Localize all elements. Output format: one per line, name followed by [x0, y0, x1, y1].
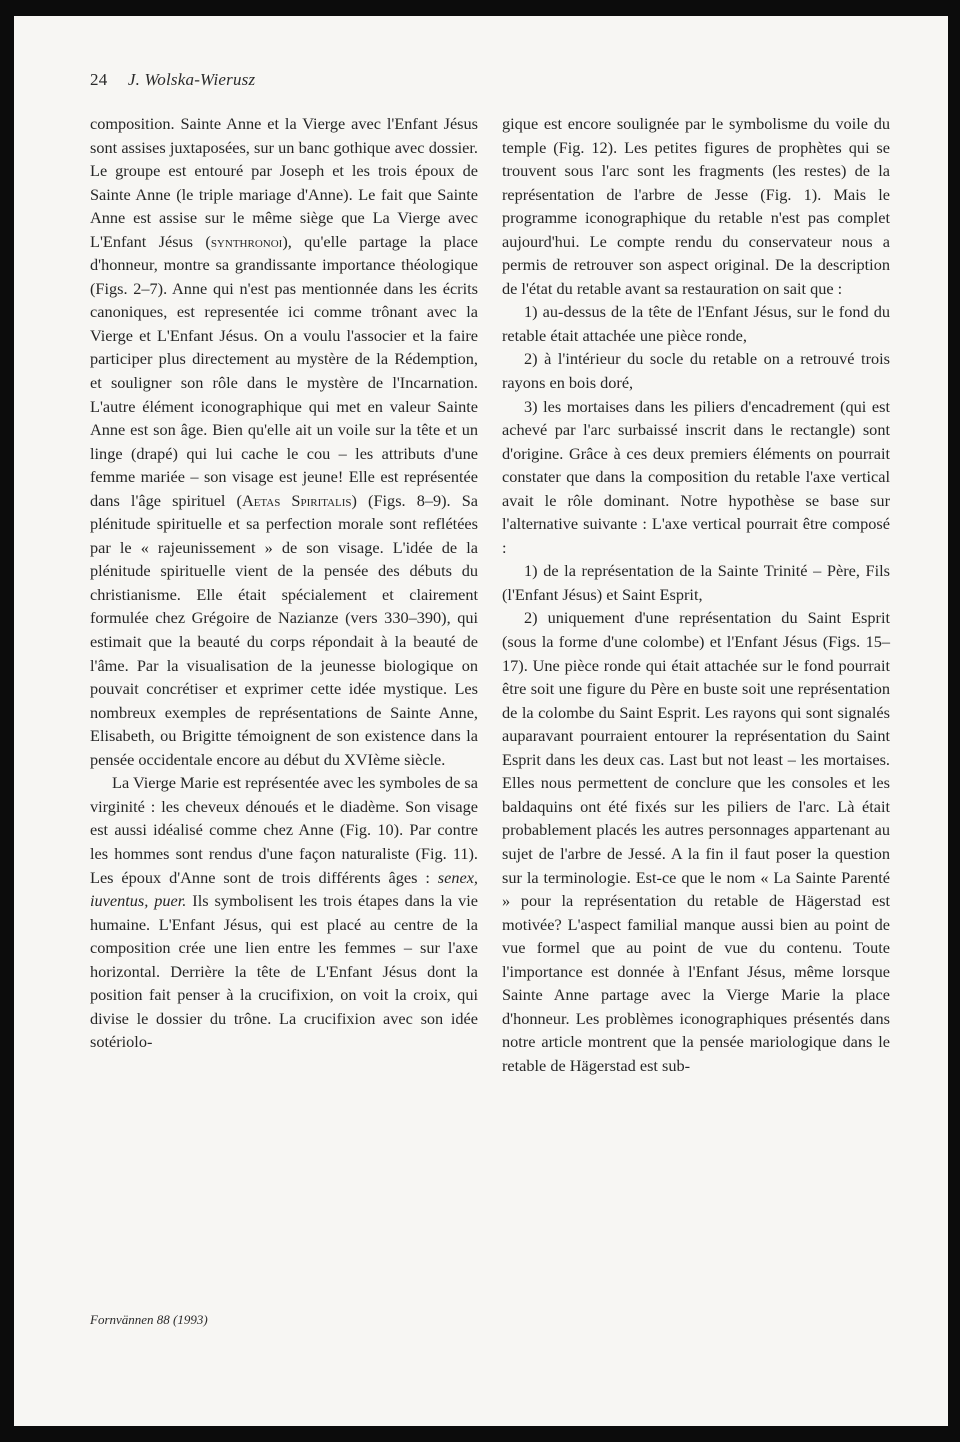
list-item: 2) uniquement d'une représentation du Saint Esprit (sous la forme d'une colombe) et l'Enfant Jésus (Figs. 15–17). Une pièce ronde qui était attachée sur le fond pourrait être soit une figure du Père en buste soit une représentation de la colombe du Saint Esprit. Les rayons qui sont signalés auparavant pourraient entourer la représentation du Saint Esprit dans les deux cas. Last but not least – les mortaises. Elles nous permettent de conclure que les consoles et les baldaquins ont été fixés sur les piliers de l'arc. Là était probablement placés les autres personnages appartenant au sujet de l'arbre de Jessé. A la fin il faut poser la question sur la terminologie. Est-ce que le nom « La Sainte Parenté » pour la représentation du retable de Hägerstad est motivée? L'aspect familial manque aussi bien au point de vue formel que au point de vue du contenu. Toute l'importance est donnée à l'Enfant Jésus, même lorsque Sainte Anne partage avec la Vierge Marie la place d'honneur. Les problèmes iconographiques présentés dans notre article montrent que la pensée mariologique dans le retable de Hägerstad est sub- [502, 608, 890, 1075]
page-number: 24 [90, 70, 108, 89]
page [14, 16, 948, 1426]
text-run: ) (Figs. 8–9). Sa plénitude spirituelle et sa perfection morale sont reflétées par le « rajeunissement » de son visage. L'idée de la plénitude spirituelle vient de la pensée des débuts du christianisme. Elle était spécialement et clairement formulée chez Grégoire de Nazianze (vers 330–390), qui estimait que la beauté du corps répondait à la beauté de l'âme. Par la visualisation de la jeunesse biologique on pouvait concrétiser et exprimer cette idée mystique. Les nombreux exemples de représentations de Sainte Anne, Elisabeth, ou Brigitte témoignent de son existence dans la pensée occidentale encore au début du XVIème siècle. [90, 490, 478, 769]
running-header [90, 70, 255, 90]
paragraph: gique est encore soulignée par le symbolisme du voile du temple (Fig. 12). Les petites figures de prophètes qui se trouvent sous l'arc sont les fragments (les restes) de la représentation de l'arbre de Jesse (Fig. 1). Mais le programme iconographique du retable n'est pas complet aujourd'hui. Le compte rendu du conservateur nous a permis de retrouver son aspect original. De la description de l'état du retable avant sa restauration on sait que : [502, 114, 890, 298]
right-column [502, 112, 890, 1077]
small-caps-term: synthronoi [210, 231, 283, 251]
italic-latin-terms: senex, iuventus, puer. [90, 867, 478, 911]
text-run: ), qu'elle partage la place d'honneur, montre sa grandissante importance théologique (Figs. 2–7). Anne qui n'est pas mentionnée dans les écrits canoniques, est representée ici comme trônant avec la Vierge et L'Enfant Jésus. On a voulu l'associer et la faire participer plus directement au mystère de la Rédemption, et souligner son rôle dans le mystère de l'Incarnation. L'autre élément iconographique qui met en valeur Sainte Anne est son âge. Bien qu'elle ait un voile sur la tête et un linge (drapé) qui lui cache le cou – les attributs d'une femme mariée – son visage est jeune! Elle est représentée dans l'âge spirituel ( [90, 231, 478, 510]
paragraph [90, 771, 478, 1054]
paragraph [90, 112, 478, 771]
text-run: Ils symbolisent les trois étapes dans la vie humaine. L'Enfant Jésus, qui est placé au centre de la composition crée une lien entre les femmes – sur l'axe horizontal. Derrière la tête de L'Enfant Jésus dont la position fait penser à la crucifixion, on voit la croix, qui divise le dossier du trône. La crucifixion avec son idée sotériolo- [90, 891, 478, 1052]
list-item: 1) de la représentation de la Sainte Trinité – Père, Fils (l'Enfant Jésus) et Saint Esprit, [502, 561, 890, 604]
small-caps-term: Aetas Spiritalis [241, 490, 352, 510]
text-run: La Vierge Marie est représentée avec les symboles de sa virginité : les cheveux dénoués et le diadème. Son visage est aussi idéalisé comme chez Anne (Fig. 10). Par contre les hommes sont rendus d'une façon naturaliste (Fig. 11). Les époux d'Anne sont de trois différents âges : [90, 773, 478, 887]
list-item: 1) au-dessus de la tête de l'Enfant Jésus, sur le fond du retable était attachée une pièce ronde, [502, 302, 890, 345]
journal-footer: Fornvännen 88 (1993) [90, 1312, 208, 1327]
left-column [90, 112, 478, 1054]
text-run: composition. Sainte Anne et la Vierge avec l'Enfant Jésus sont assises juxtaposées, sur un banc gothique avec dossier. Le groupe est entouré par Joseph et les trois époux de Sainte Anne (le triple mariage d'Anne). Le fait que Sainte Anne est assise sur le même siège que La Vierge avec L'Enfant Jésus ( [90, 114, 478, 251]
list-item: 2) à l'intérieur du socle du retable on a retrouvé trois rayons en bois doré, [502, 349, 890, 393]
list-item: 3) les mortaises dans les piliers d'encadrement (qui est achevé par l'arc surbaissé inscrit dans le rectangle) sont d'origine. Grâce à ces deux premiers éléments on pourrait constater que dans la composition du retable l'axe vertical avait le rôle dominant. Notre hypothèse se base sur l'alternative suivante : L'axe vertical pourrait être composé : [502, 396, 890, 557]
running-author: J. Wolska-Wierusz [127, 70, 256, 89]
